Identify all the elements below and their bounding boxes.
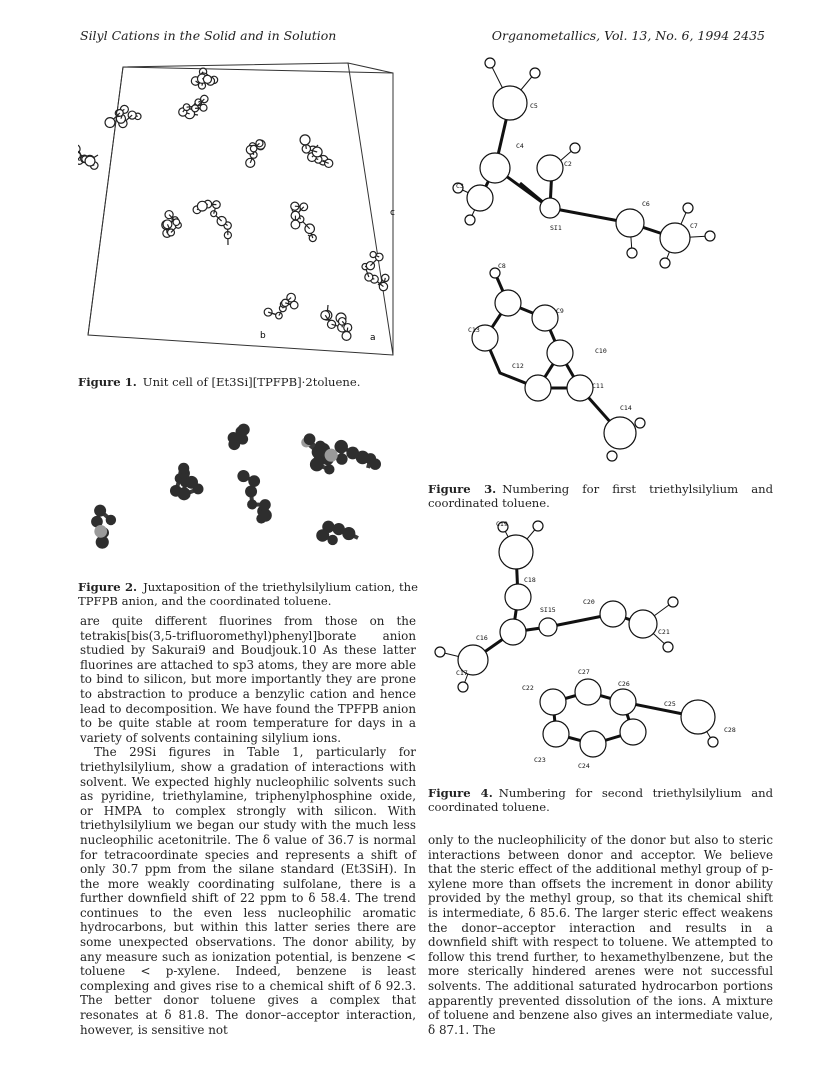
unit-cell-atom (200, 104, 207, 111)
ball-stick-atom (304, 433, 316, 445)
atom-label-c26: C26 (618, 680, 630, 688)
figure-4-label: Figure 4. (428, 786, 493, 800)
ball-stick-atom (327, 535, 337, 545)
left-paragraph-2: The 29Si figures in Table 1, particularly for triethylsilylium, show a gradation of interactions with solvent. We expected highly nucleophilic solvents such as pyridine, triethylamine, triphenylphosphine oxide, or HMPA to complex strongly with silicon. With triethylsilylium we began our study with the much less nucleophilic acetonitrile. The δ value of 36.7 is normal for tetracoordinate species and represents a shift of only 30.7 ppm from the silane standard (Et3SiH). In the more weakly coordinating sulfolane, there is a further downfield shift of 22 ppm to δ 58.4. The trend continues to the even less nucleophilic aromatic hydrocarbons, but within this latter series there are some unexpected observations. The donor ability, by any measure such as ionization potential, is benzene < toluene < p-xylene. Indeed, benzene is least complexing and gives rise to a chemical shift of δ 92.3. The better donor toluene gives a complex that resonates at δ 81.8. The donor–acceptor interaction, however, is sensitive not (80, 745, 416, 1037)
atom-label-c2: C2 (564, 160, 572, 168)
atom-label-c24: C24 (578, 762, 590, 770)
ball-stick-atom (259, 499, 270, 510)
figure-3-caption-text: Numbering for first triethylsilylium and coordinated toluene. (428, 482, 774, 510)
atom-label-c10: C10 (595, 347, 607, 355)
figure-2-caption-text: Juxtaposition of the triethylsilylium cation, the TPFPB anion, and the coordinated toluene. (78, 580, 418, 608)
ball-stick-atom (315, 441, 326, 452)
atom-label-c19: C19 (496, 520, 508, 528)
ball-stick-atom (237, 434, 248, 445)
atom-label-c20: C20 (583, 598, 595, 606)
atom-label-c17: C17 (456, 669, 468, 677)
figure-2-label: Figure 2. (78, 580, 138, 594)
atom-label-c28: C28 (724, 726, 736, 734)
ball-stick-atom (94, 525, 107, 538)
figure-4-caption-text: Numbering for second triethylsilylium and coordinated toluene. (428, 786, 774, 814)
unit-cell-atom (300, 135, 310, 145)
atom-label-c4: C4 (516, 142, 524, 150)
atom-label-c11: C11 (592, 382, 604, 390)
atom-label-c7: C7 (690, 222, 698, 230)
ball-stick-atom (316, 529, 329, 542)
atom-label-c8: C8 (498, 262, 506, 270)
atom-label-c13: C13 (468, 326, 480, 334)
figure-4-numbering (428, 512, 773, 777)
ball-stick-atom (245, 486, 257, 498)
ball-stick-atom (247, 499, 257, 509)
ball-stick-atom (313, 456, 324, 467)
ball-stick-atom (336, 453, 348, 465)
atom-label-c12: C12 (512, 362, 524, 370)
atom-label-c18: C18 (524, 576, 536, 584)
ball-stick-atom (333, 523, 345, 535)
ball-stick-atom (237, 470, 249, 482)
atom-label-c27: C27 (578, 668, 590, 676)
unit-cell-atom (173, 219, 180, 226)
running-title: Silyl Cations in the Solid and in Solution (80, 28, 337, 43)
atom-label-c25: C25 (664, 700, 676, 708)
atom-label-c6: C6 (642, 200, 650, 208)
unit-cell-atom (105, 118, 115, 128)
ball-stick-atom (259, 509, 272, 522)
figure-1-unit-cell (78, 55, 418, 365)
journal-citation: Organometallics, Vol. 13, No. 6, 1994 2435 (491, 28, 765, 43)
left-paragraph-1: are quite different fluorines from those on the tetrakis[bis(3,5-trifluoromethyl)phenyl]borate anion studied by Sakurai9 and Boudjouk.10 As these latter fluorines are attached to sp3 atoms, they are more able to bind to silicon, but more importantly they are prone to abstraction to produce a benzylic cation and hence lead to decomposition. We have found the TPFPB anion to be quite stable at room temperature for days in a variety of solvents containing silylium ions. (80, 614, 416, 745)
unit-cell-atom (197, 201, 207, 211)
figure-1-label: Figure 1. (78, 375, 137, 389)
ball-stick-atom (248, 475, 260, 487)
atom-label-c22: C22 (522, 684, 534, 692)
figure-4-caption (428, 786, 773, 814)
right-column-text (428, 833, 773, 1037)
axis-label-a: a (370, 333, 376, 343)
figure-1-caption-text: Unit cell of [Et3Si][TPFPB]·2toluene. (142, 375, 361, 389)
ball-stick-atom (324, 464, 334, 474)
unit-cell-atom (370, 251, 376, 257)
unit-cell-atom (342, 332, 351, 341)
axis-label-b: b (260, 331, 266, 341)
ball-stick-atom (335, 442, 347, 454)
left-column-text (80, 614, 416, 1037)
atom-label-si1: SI1 (550, 224, 562, 232)
atom-label-c3: C3 (456, 182, 464, 190)
unit-cell-atom (250, 145, 257, 152)
atom-label-c14: C14 (620, 404, 632, 412)
figure-2-ball-stick (78, 398, 418, 578)
unit-cell-atom (85, 156, 95, 166)
atom-label-c5: C5 (530, 102, 538, 110)
unit-cell-atom (203, 75, 211, 83)
atom-label-c23: C23 (534, 756, 546, 764)
ball-stick-atom (178, 487, 191, 500)
figure-3-caption (428, 482, 773, 510)
ball-stick-atom (369, 458, 381, 470)
figure-2-caption (78, 580, 418, 608)
unit-cell-atom (291, 220, 300, 229)
ball-stick-atom (106, 515, 116, 525)
right-paragraph-1: only to the nucleophilicity of the donor but also to steric interactions between donor and acceptor. We believe that the steric effect of the additional methyl group of p-xylene more than offsets the increment in donor ability provided by the methyl group, so that its chemical shift is intermediate, δ 85.6. The larger steric effect weakens the donor–acceptor interaction and results in a downfield shift with respect to toluene. We attempted to follow this trend further, to hexamethylbenzene, but the more sterically hindered arenes were not successful solvents. The additional saturated hydrocarbon portions apparently prevented dissolution of the ions. A mixture of toluene and benzene also gives an intermediate value, δ 87.1. The (428, 833, 773, 1037)
figure-1-caption (78, 375, 418, 389)
ball-stick-atom (94, 505, 106, 517)
unit-cell-atom (290, 301, 298, 309)
atom-label-c21: C21 (658, 628, 670, 636)
atom-label-c9: C9 (556, 307, 564, 315)
figure-3-label: Figure 3. (428, 482, 497, 496)
axis-label-c: c (390, 208, 395, 218)
ball-stick-atom (325, 449, 338, 462)
ball-stick-atom (178, 463, 189, 474)
atom-label-c16: C16 (476, 634, 488, 642)
ball-stick-atom (346, 447, 359, 460)
atom-label-si15: SI15 (540, 606, 556, 614)
figure-3-numbering (440, 48, 770, 468)
